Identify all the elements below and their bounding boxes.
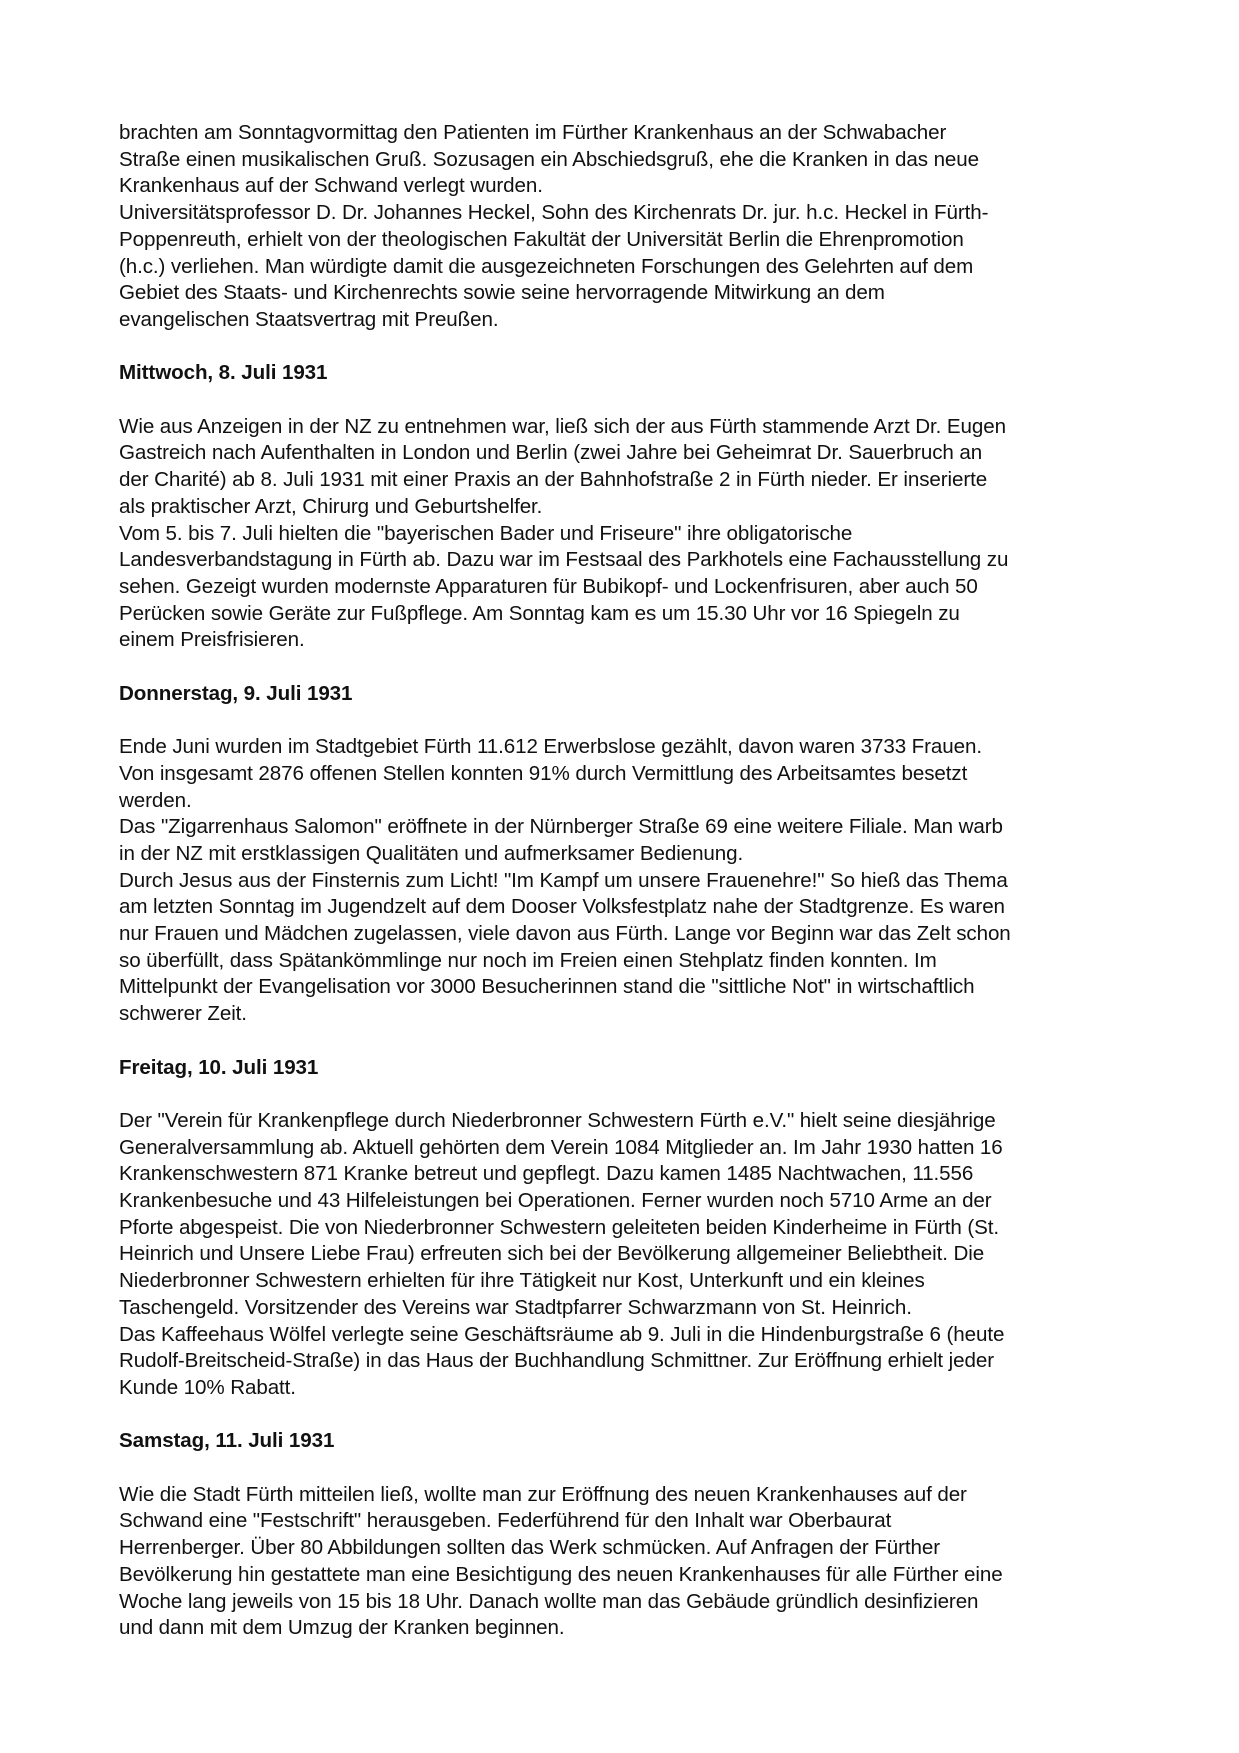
- text-line: so überfüllt, dass Spätankömmlinge nur noch im Freien einen Stehplatz finden konnten. Im: [119, 948, 937, 972]
- text-line: Das "Zigarrenhaus Salomon" eröffnete in der Nürnberger Straße 69 eine weitere Filiale. Man warb: [119, 815, 1003, 839]
- text-line: Krankenbesuche und 43 Hilfeleistungen bei Operationen. Ferner wurden noch 5710 Arme an der: [119, 1189, 992, 1213]
- section-heading: Samstag, 11. Juli 1931: [119, 1429, 335, 1453]
- text-line: Pforte abgespeist. Die von Niederbronner Schwestern geleiteten beiden Kinderheime in Fürth (St.: [119, 1215, 999, 1239]
- spacer: [119, 707, 1129, 734]
- spacer: [119, 1081, 1129, 1108]
- text-line: Taschengeld. Vorsitzender des Vereins war Stadtpfarrer Schwarzmann von St. Heinrich.: [119, 1295, 912, 1319]
- text-line: evangelischen Staatsvertrag mit Preußen.: [119, 307, 499, 331]
- text-line: Niederbronner Schwestern erhielten für ihre Tätigkeit nur Kost, Unterkunft und ein kleines: [119, 1269, 925, 1293]
- text-line: nur Frauen und Mädchen zugelassen, viele davon aus Fürth. Lange vor Beginn war das Zelt schon: [119, 922, 1011, 946]
- text-line: Krankenhaus auf der Schwand verlegt wurden.: [119, 174, 543, 198]
- spacer: [119, 1402, 1129, 1429]
- text-line: Heinrich und Unsere Liebe Frau) erfreuten sich bei der Bevölkerung allgemeiner Beliebtheit. Die: [119, 1242, 985, 1266]
- text-line: und dann mit dem Umzug der Kranken beginnen.: [119, 1616, 565, 1640]
- section-donnerstag: [119, 681, 1129, 1028]
- text-line: Landesverbandstagung in Fürth ab. Dazu war im Festsaal des Parkhotels eine Fachausstellung zu: [119, 548, 1009, 572]
- text-line: Gastreich nach Aufenthalten in London und Berlin (zwei Jahre bei Geheimrat Dr. Sauerbruch an: [119, 441, 983, 465]
- text-line: Perücken sowie Geräte zur Fußpflege. Am Sonntag kam es um 15.30 Uhr vor 16 Spiegeln zu: [119, 601, 960, 625]
- section-heading: Donnerstag, 9. Juli 1931: [119, 681, 353, 705]
- text-line: einem Preisfrisieren.: [119, 628, 305, 652]
- text-line: Gebiet des Staats- und Kirchenrechts sowie seine hervorragende Mitwirkung an dem: [119, 281, 885, 305]
- section-samstag: [119, 1428, 1129, 1642]
- section-mittwoch: [119, 360, 1129, 654]
- text-line: Wie die Stadt Fürth mitteilen ließ, wollte man zur Eröffnung des neuen Krankenhauses auf der: [119, 1482, 967, 1506]
- text-line: Von insgesamt 2876 offenen Stellen konnten 91% durch Vermittlung des Arbeitsamtes besetzt: [119, 761, 968, 785]
- text-line: in der NZ mit erstklassigen Qualitäten und aufmerksamer Bedienung.: [119, 841, 744, 865]
- text-line: Straße einen musikalischen Gruß. Sozusagen ein Abschiedsgruß, ehe die Kranken in das neue: [119, 147, 979, 171]
- spacer: [119, 654, 1129, 681]
- text-line: schwerer Zeit.: [119, 1002, 247, 1026]
- text-line: Der "Verein für Krankenpflege durch Niederbronner Schwestern Fürth e.V." hielt seine diesjährige: [119, 1108, 996, 1132]
- text-line: Kunde 10% Rabatt.: [119, 1375, 296, 1399]
- text-line: sehen. Gezeigt wurden modernste Apparaturen für Bubikopf- und Lockenfrisuren, aber auch 50: [119, 574, 978, 598]
- text-line: Das Kaffeehaus Wölfel verlegte seine Geschäftsräume ab 9. Juli in die Hindenburgstraße 6 (heute: [119, 1322, 1005, 1346]
- text-line: Woche lang jeweils von 15 bis 18 Uhr. Danach wollte man das Gebäude gründlich desinfizieren: [119, 1589, 979, 1613]
- text-line: Vom 5. bis 7. Juli hielten die "bayerischen Bader und Friseure" ihre obligatorische: [119, 521, 853, 545]
- text-line: (h.c.) verliehen. Man würdigte damit die ausgezeichneten Forschungen des Gelehrten auf dem: [119, 254, 974, 278]
- text-line: Bevölkerung hin gestattete man eine Besichtigung des neuen Krankenhauses für alle Fürther eine: [119, 1562, 1003, 1586]
- spacer: [119, 1455, 1129, 1482]
- text-line: brachten am Sonntagvormittag den Patienten im Fürther Krankenhaus an der Schwabacher: [119, 121, 947, 144]
- text-line: Mittelpunkt der Evangelisation vor 3000 Besucherinnen stand die "sittliche Not" in wirtschaftlich: [119, 975, 975, 999]
- section-freitag: [119, 1055, 1129, 1402]
- text-line: Krankenschwestern 871 Kranke betreut und gepflegt. Dazu kamen 1485 Nachtwachen, 11.556: [119, 1162, 974, 1186]
- text-line: Rudolf-Breitscheid-Straße) in das Haus der Buchhandlung Schmittner. Zur Eröffnung erhielt jeder: [119, 1349, 994, 1373]
- document-page: [119, 120, 1129, 1642]
- section-heading: Freitag, 10. Juli 1931: [119, 1055, 319, 1079]
- text-line: Universitätsprofessor D. Dr. Johannes Heckel, Sohn des Kirchenrats Dr. jur. h.c. Heckel in Fürth-: [119, 201, 989, 225]
- spacer: [119, 1028, 1129, 1055]
- spacer: [119, 334, 1129, 361]
- text-line: der Charité) ab 8. Juli 1931 mit einer Praxis an der Bahnhofstraße 2 in Fürth nieder. Er inserierte: [119, 468, 988, 492]
- text-line: Generalversammlung ab. Aktuell gehörten dem Verein 1084 Mitglieder an. Im Jahr 1930 hatten 16: [119, 1135, 1003, 1159]
- text-line: als praktischer Arzt, Chirurg und Geburtshelfer.: [119, 494, 543, 518]
- text-line: Herrenberger. Über 80 Abbildungen sollten das Werk schmücken. Auf Anfragen der Fürther: [119, 1536, 940, 1560]
- text-line: am letzten Sonntag im Jugendzelt auf dem Dooser Volksfestplatz nahe der Stadtgrenze. Es waren: [119, 895, 1005, 919]
- section-heading: Mittwoch, 8. Juli 1931: [119, 361, 328, 385]
- text-line: werden.: [119, 788, 192, 812]
- text-line: Schwand eine "Festschrift" herausgeben. Federführend für den Inhalt war Oberbaurat: [119, 1509, 892, 1533]
- text-line: Poppenreuth, erhielt von der theologischen Fakultät der Universität Berlin die Ehrenpromotion: [119, 227, 964, 251]
- text-line: Wie aus Anzeigen in der NZ zu entnehmen war, ließ sich der aus Fürth stammende Arzt Dr. Eugen: [119, 414, 1006, 438]
- text-line: Durch Jesus aus der Finsternis zum Licht! "Im Kampf um unsere Frauenehre!" So hieß das Thema: [119, 868, 1008, 892]
- spacer: [119, 387, 1129, 414]
- text-line: Ende Juni wurden im Stadtgebiet Fürth 11.612 Erwerbslose gezählt, davon waren 3733 Frauen.: [119, 735, 982, 759]
- section-continuation: [119, 120, 1129, 334]
